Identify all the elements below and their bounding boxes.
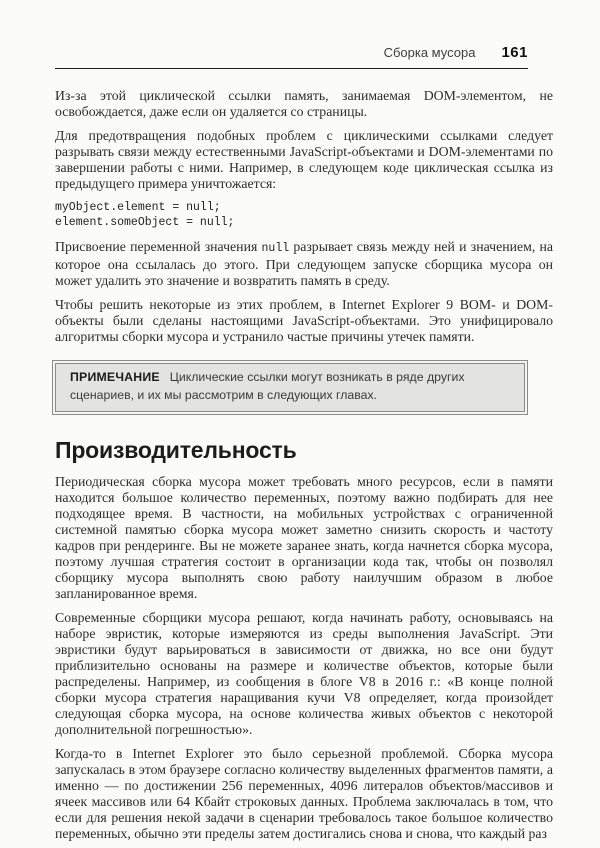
page-body — [55, 88, 553, 842]
code-block — [55, 200, 553, 230]
section-heading-performance: Производительность — [55, 437, 297, 463]
page-number: 161 — [501, 44, 528, 61]
paragraph-periodic-gc: Периодическая сборка мусора может требовать много ресурсов, если в памяти находится большое количество переменных, поэтому важно подбирать для нее подходящее время. В частности, на мобильных устройствах с ограниченной системной памятью сборка мусора может заметно снизить скорость и частоту кадров при рендеринге. Вы не можете заранее знать, когда начнется сборка мусора, поэтому лучшая стратегия состоит в организации кода так, чтобы он позволял сборщику мусора выполнять свою работу наилучшим образом в любое запланированное время. — [55, 474, 553, 601]
note-box — [52, 360, 528, 415]
header-rule — [55, 68, 528, 69]
note-label: ПРИМЕЧАНИЕ — [70, 370, 160, 384]
paragraph-prevention: Для предотвращения подобных проблем с циклическими ссылками следует разрывать связи между естественными JavaScript-объектами и DOM-элементами по завершении работы с ними. Например, в следующем коде циклическая ссылка из предыдущего примера уничтожается: — [55, 128, 553, 191]
running-header — [55, 44, 528, 61]
paragraph-null-assignment — [55, 239, 553, 289]
note-text: Циклические ссылки могут возникать в ряде других сценариев, и их мы рассмотрим в следующих главах. — [70, 370, 465, 402]
code-line: element.someObject = null; — [55, 216, 235, 229]
inline-code-null: null — [261, 242, 290, 255]
running-header-section-title: Сборка мусора — [383, 45, 476, 60]
paragraph-modern-collectors: Современные сборщики мусора решают, когда начинать работу, основываясь на наборе эвристик, которые измеряются из среды выполнения JavaScript. Эти эвристики будут варьироваться в зависимости от движка, но все они будут приблизительно основаны на размере и количестве объектов, которые были распределены. Например, из сообщения в блоге V8 в 2016 г.: «В конце полной сборки мусора стратегия наращивания кучи V8 определяет, когда произойдет следующая сборка мусора, на основе количества живых объектов с некоторой дополнительной погрешностью». — [55, 610, 553, 737]
paragraph-ie-history: Когда-то в Internet Explorer это было серьезной проблемой. Сборка мусора запускалась в этом браузере согласно количеству выделенных фрагментов памяти, а именно — по достижении 256 переменных, 4096 литералов объектов/массивов и ячеек массивов или 64 Кбайт строковых данных. Проблема заключалась в том, что если для решения некой задачи в сценарии требовалось такое большое количество переменных, обычно эти пределы затем достигались снова и снова, что каждый раз — [55, 746, 553, 841]
code-line: myObject.element = null; — [55, 201, 221, 214]
paragraph-cyclic-reference: Из-за этой циклической ссылки память, занимаемая DOM-элементом, не освобождается, даже если он удаляется со страницы. — [55, 88, 553, 119]
note-box-inner — [55, 363, 525, 412]
paragraph-ie9-objects: Чтобы решить некоторые из этих проблем, в Internet Explorer 9 BOM- и DOM-объекты были сделаны настоящими JavaScript-объектами. Это унифицировало алгоритмы сборки мусора и устранило частые причины утечек памяти. — [55, 297, 553, 344]
paragraph-text: Присвоение переменной значения — [55, 239, 262, 254]
paragraph-text: разрывает связь между ней и значением, на которое она ссылалась до этого. При следующем запуске сборщика мусора он может удалить это значение и возвратить память в среду. — [55, 239, 553, 288]
